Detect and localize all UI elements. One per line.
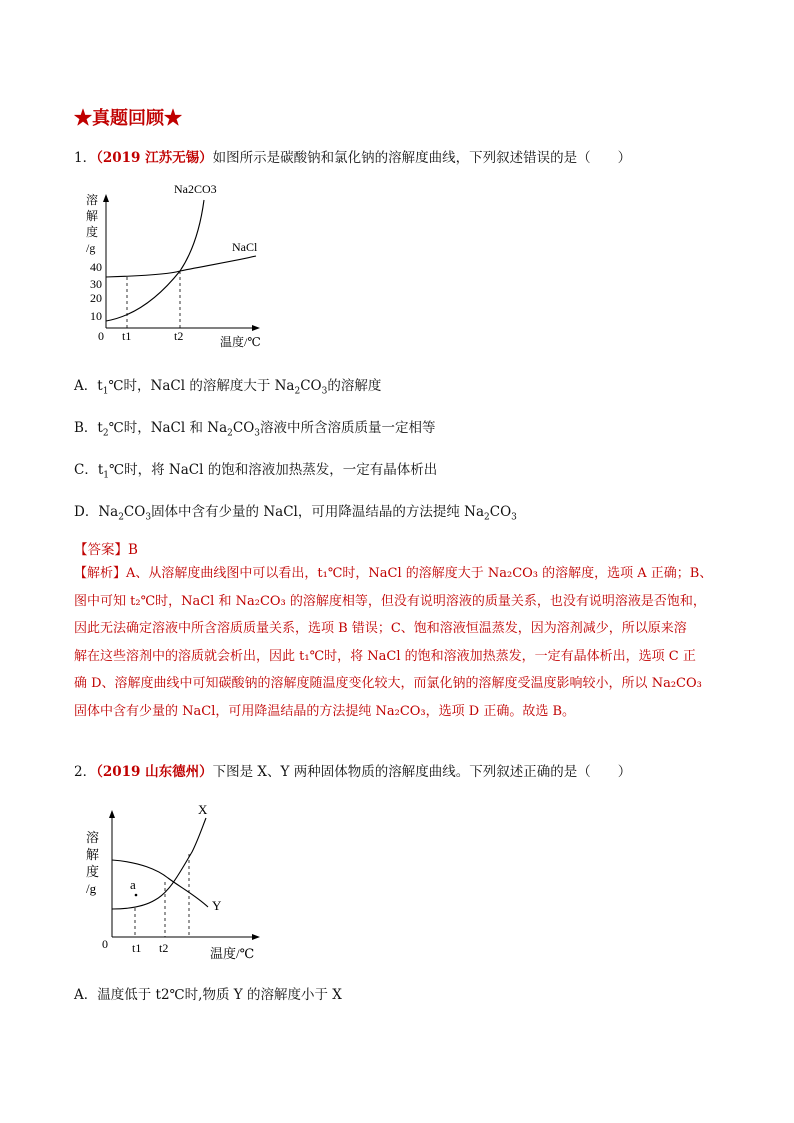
y-tick-label: 20	[90, 291, 102, 305]
question-text: 下图是 X、Y 两种固体物质的溶解度曲线。下列叙述正确的是（ ）	[212, 764, 632, 780]
y-axis-label-char: 溶	[86, 193, 99, 207]
origin-label: 0	[102, 937, 108, 951]
question-source: （2019 江苏无锡）	[96, 150, 213, 166]
x-curve	[112, 818, 206, 909]
q1-solubility-chart	[80, 178, 280, 358]
y-axis-label-char: /g	[86, 241, 96, 255]
y-curve	[112, 860, 208, 907]
y-tick-label: 10	[90, 309, 102, 323]
point-a-dot	[135, 894, 138, 897]
question-number: 1．	[74, 150, 97, 166]
x-tick-label: t1	[122, 329, 132, 343]
y-axis-label-char: 度	[86, 225, 99, 239]
x-axis-arrow	[252, 934, 260, 940]
option-d: D．$Na_2CO_3$固体中含有少量的 NaCl，可用降温结晶的方法提纯 $Na_2CO_3$	[74, 504, 517, 523]
na2co3-curve	[106, 200, 204, 321]
analysis-line: 固体中含有少量的 NaCl，可用降温结晶的方法提纯 Na₂CO₃，选项 D 正确。故选 B。	[74, 703, 576, 719]
analysis-line: 确 D、溶解度曲线中可知碳酸钠的溶解度随温度变化较大，而氯化钠的溶解度受温度影响较小，所以 Na₂CO₃	[74, 676, 702, 691]
answer: 【答案】B	[74, 542, 138, 558]
x-axis-arrow	[252, 325, 260, 331]
y-axis-arrow	[103, 194, 109, 202]
x-tick-label: t1	[132, 941, 142, 955]
option-a: A．$t_1℃$时，NaCl 的溶解度大于 $Na_2CO_3$的溶解度	[74, 378, 382, 397]
question-1-stem	[74, 146, 631, 166]
option-b: B．$t_2℃$时，NaCl 和 $Na_2CO_3$溶液中所含溶质质量一定相等	[74, 420, 436, 439]
y-axis-label-char: 解	[86, 209, 99, 223]
y-axis-label-char: 度	[86, 864, 100, 879]
na2co3-curve-label: Na2CO3	[174, 182, 217, 196]
y-axis-arrow	[109, 810, 115, 818]
point-a-label: a	[130, 877, 136, 892]
question-number: 2．	[74, 764, 97, 780]
analysis-line: 解在这些溶剂中的溶质就会析出，因此 t₁℃时，将 NaCl 的饱和溶液加热蒸发，一定有晶体析出，选项 C 正	[74, 648, 696, 664]
y-axis-label-char: /g	[86, 881, 97, 896]
analysis-line: 图中可知 t₂℃时，NaCl 和 Na₂CO₃ 的溶解度相等，但没有说明溶液的质量关系，也没有说明溶液是否饱和，	[74, 593, 706, 609]
y-axis-label-char: 溶	[86, 830, 100, 845]
section-title: ★真题回顾★	[74, 108, 182, 129]
q2-solubility-chart	[80, 792, 280, 972]
analysis-line: 【解析】A、从溶解度曲线图中可以看出，t₁℃时，NaCl 的溶解度大于 Na₂CO₃ 的溶解度，选项 A 正确；B、	[74, 566, 713, 581]
x-axis-label: 温度/℃	[220, 335, 261, 349]
option-c: C．$t_1℃$时，将 NaCl 的饱和溶液加热蒸发，一定有晶体析出	[74, 462, 438, 481]
question-text: 如图所示是碳酸钠和氯化钠的溶解度曲线，下列叙述错误的是（ ）	[212, 150, 632, 166]
nacl-curve	[106, 256, 256, 277]
analysis	[74, 560, 734, 725]
x-axis-label: 温度/℃	[210, 946, 255, 961]
x-tick-label: t2	[159, 941, 169, 955]
question-source: （2019 山东德州）	[96, 764, 213, 780]
y-tick-label: 30	[90, 277, 102, 291]
x-curve-label: X	[198, 802, 208, 817]
analysis-line: 因此无法确定溶液中所含溶质质量关系，选项 B 错误；C、饱和溶液恒温蒸发，因为溶剂减少，所以原来溶	[74, 621, 687, 636]
y-curve-label: Y	[212, 898, 222, 913]
nacl-curve-label: NaCl	[232, 240, 258, 254]
question-2-stem	[74, 760, 631, 780]
origin-label: 0	[98, 329, 104, 343]
y-axis-label-char: 解	[86, 847, 100, 862]
q2-option-a: A．温度低于 t2℃时,物质 Y 的溶解度小于 X	[74, 987, 342, 1003]
y-tick-label: 40	[90, 260, 102, 274]
x-tick-label: t2	[174, 329, 184, 343]
